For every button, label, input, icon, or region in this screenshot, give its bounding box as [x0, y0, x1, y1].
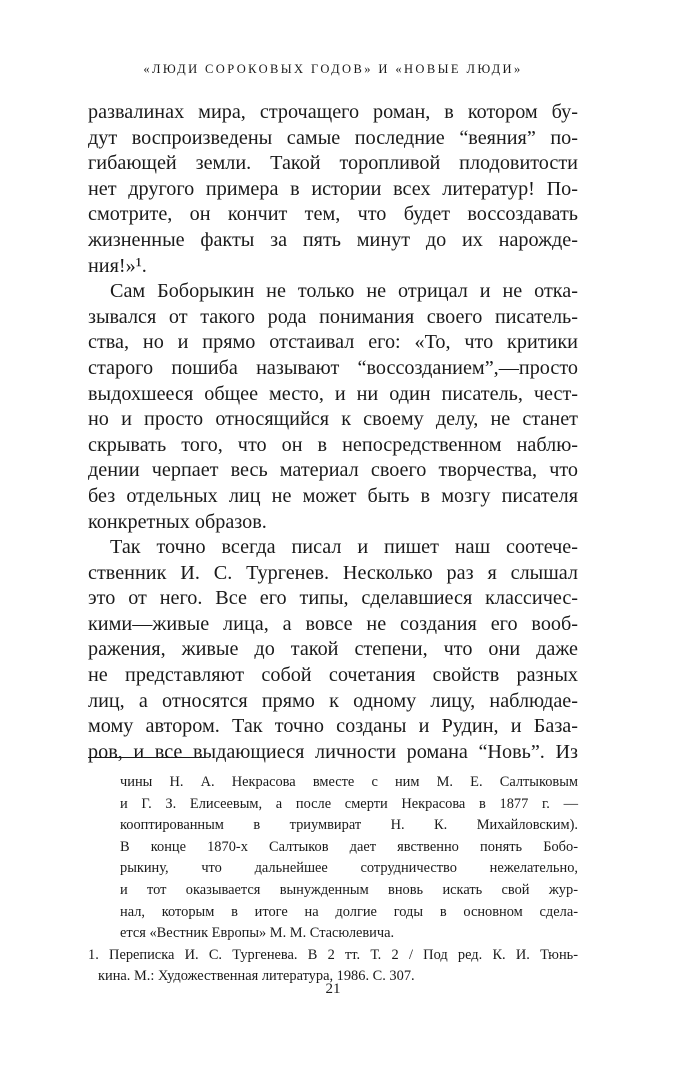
footnote-line: и тот оказывается вынужденным вновь искать свой жур-: [120, 881, 578, 898]
text-line: кими—живые лица, а вовсе не создания его вооб-: [88, 612, 578, 635]
footnote-continuation: [88, 772, 578, 945]
text-line: Сам Боборыкин не только не отрицал и не отка-: [110, 280, 578, 303]
footnote-text: Переписка И. С. Тургенева. В 2 тт. Т. 2 / Под ред. К. И. Тюнь-: [109, 946, 578, 963]
text-line: ния!»¹.: [88, 254, 147, 277]
footnote-divider: [88, 757, 206, 758]
footnotes: [88, 772, 578, 988]
main-text: [88, 100, 578, 765]
footnote-line: рыкину, что дальнейшее сотрудничество нежелательно,: [120, 860, 578, 877]
footnote-marker: 1.: [88, 946, 99, 963]
text-line: гибающей земли. Такой торопливой плодовитости: [88, 152, 578, 175]
text-line: не представляют собой сочетания свойств разных: [88, 664, 578, 687]
text-line: мому автором. Так точно созданы и Рудин, и База-: [88, 715, 578, 738]
text-line: развалинах мира, строчащего роман, в котором бу-: [88, 101, 578, 123]
text-line: выдохшееся общее место, и ни один писатель, чест-: [88, 382, 578, 405]
page-number: 21: [325, 981, 341, 997]
text-line: смотрите, он кончит тем, что будет воссоздавать: [88, 203, 578, 226]
text-line: жизненные факты за пять минут до их нарожде-: [88, 228, 578, 251]
text-line: ственник И. С. Тургенев. Несколько раз я слышал: [88, 561, 578, 584]
footnote-line: и Г. З. Елисеевым, а после смерти Некрасова в 1877 г. —: [120, 795, 578, 812]
text-line: но и просто относящийся к своему делу, не станет: [88, 408, 578, 431]
footnote-line: [88, 945, 578, 967]
footnote-line: кина. М.: Художественная литература, 1986. С. 307.: [98, 968, 415, 985]
text-line: конкретных образов.: [88, 510, 267, 533]
text-line: ства, но и прямо отстаивал его: «То, что критики: [88, 331, 578, 354]
footnote-line: ется «Вестник Европы» М. М. Стасюлевича.: [120, 925, 395, 942]
footnote-line: В конце 1870-х Салтыков дает явственно понять Бобо-: [120, 838, 578, 855]
text-line: это от него. Все его типы, сделавшиеся классичес-: [88, 587, 578, 610]
text-line: зывался от такого рода понимания своего писатель-: [88, 305, 578, 328]
footnote-line: нал, которым в итоге на долгие годы в основном сдела-: [120, 903, 578, 920]
footnote-line: чины Н. А. Некрасова вместе с ним М. Е. Салтыковым: [120, 774, 578, 790]
text-line: без отдельных лиц не может быть в мозгу писателя: [88, 484, 578, 507]
running-head: «ЛЮДИ СОРОКОВЫХ ГОДОВ» И «НОВЫЕ ЛЮДИ»: [143, 62, 523, 76]
text-line: ров, и все выдающиеся личности романа “Новь”. Из: [88, 740, 578, 763]
text-line: лиц, а относятся прямо к одному лицу, наблюдае-: [88, 689, 578, 712]
text-line: ражения, живые до такой степени, что они даже: [88, 638, 578, 661]
text-line: дении черпает весь материал своего творчества, что: [88, 459, 578, 482]
text-line: старого пошиба называют “воссозданием”,—просто: [88, 356, 578, 379]
text-line: Так точно всегда писал и пишет наш соотече-: [110, 536, 578, 559]
text-line: скрывать того, что он в непосредственном наблю-: [88, 433, 578, 456]
text-line: нет другого примера в истории всех литератур! По-: [88, 177, 578, 200]
footnote-line: кооптированным в триумвират Н. К. Михайловским).: [120, 817, 578, 834]
text-line: дут воспроизведены самые последние “веяния” по-: [88, 126, 578, 149]
